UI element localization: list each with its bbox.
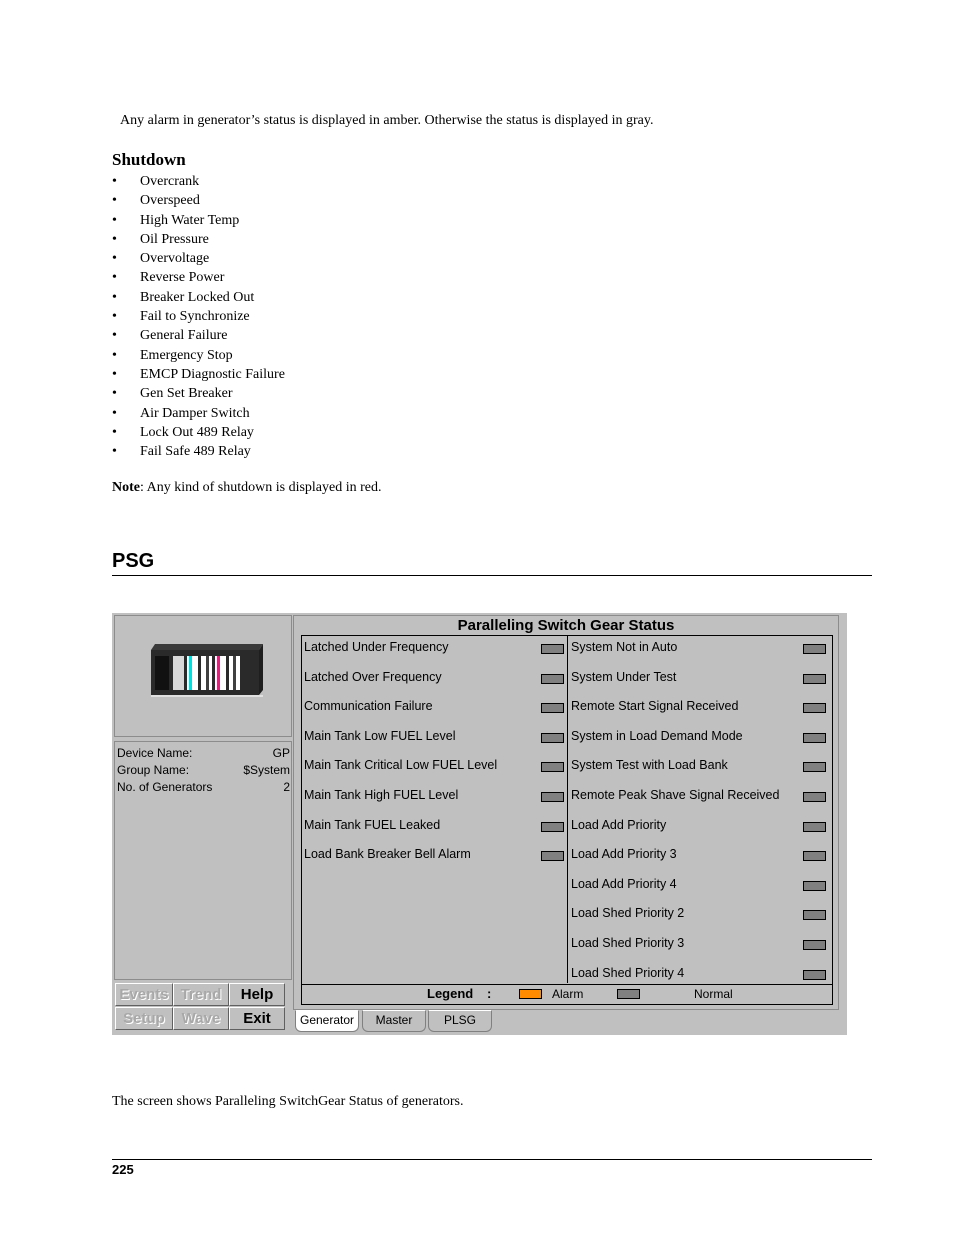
legend-label: Legend bbox=[427, 986, 474, 1001]
status-indicator bbox=[803, 881, 826, 891]
device-info-panel bbox=[114, 741, 292, 980]
psg-heading: PSG bbox=[112, 550, 155, 572]
left-status-label: Load Bank Breaker Bell Alarm bbox=[304, 847, 471, 862]
status-indicator bbox=[541, 644, 564, 654]
note-paragraph bbox=[112, 480, 382, 496]
right-status-label: Load Shed Priority 3 bbox=[571, 936, 685, 950]
status-indicator bbox=[803, 822, 826, 832]
right-status-label: Load Shed Priority 4 bbox=[571, 965, 685, 980]
status-indicator bbox=[803, 970, 826, 980]
list-item: • Fail Safe 489 Relay bbox=[112, 442, 285, 461]
status-indicator bbox=[541, 851, 564, 861]
left-status-label: Main Tank Critical Low FUEL Level bbox=[304, 758, 498, 773]
legend-colon: : bbox=[487, 986, 492, 1001]
events-button[interactable]: Events bbox=[115, 983, 173, 1006]
status-indicator bbox=[803, 762, 826, 772]
status-indicator bbox=[541, 703, 564, 713]
left-status-label: Main Tank High FUEL Level bbox=[304, 788, 459, 802]
list-item: • Gen Set Breaker bbox=[112, 384, 285, 403]
status-indicator bbox=[541, 792, 564, 802]
status-indicator bbox=[803, 674, 826, 684]
list-item: • High Water Temp bbox=[112, 211, 285, 230]
left-status-label: Main Tank FUEL Leaked bbox=[304, 817, 441, 832]
list-item: • Overvoltage bbox=[112, 249, 285, 268]
list-item: • Fail to Synchronize bbox=[112, 307, 285, 326]
generators-label: No. of Generators bbox=[117, 780, 213, 794]
left-status-label: Latched Under Frequency bbox=[304, 640, 449, 654]
status-indicator bbox=[803, 940, 826, 950]
note-text: : Any kind of shutdown is displayed in red. bbox=[140, 480, 382, 495]
psg-screen bbox=[112, 613, 847, 1035]
status-title: Paralleling Switch Gear Status bbox=[457, 617, 675, 634]
device-name-value: GP bbox=[272, 746, 290, 760]
tab-master[interactable]: Master bbox=[362, 1010, 426, 1032]
list-item: • Lock Out 489 Relay bbox=[112, 423, 285, 442]
list-item: • Air Damper Switch bbox=[112, 404, 285, 423]
list-item: • Breaker Locked Out bbox=[112, 288, 285, 307]
group-name-label: Group Name: bbox=[117, 763, 190, 777]
status-indicator bbox=[803, 851, 826, 861]
right-status-label: Remote Peak Shave Signal Received bbox=[571, 788, 780, 802]
shutdown-list bbox=[112, 172, 285, 461]
alarm-swatch bbox=[519, 989, 542, 999]
page-number: 225 bbox=[112, 1162, 134, 1177]
status-indicator bbox=[803, 644, 826, 654]
alarm-label: Alarm bbox=[552, 987, 584, 1001]
left-status-label: Latched Over Frequency bbox=[304, 669, 442, 684]
left-status-label: Communication Failure bbox=[304, 699, 433, 714]
trend-button[interactable]: Trend bbox=[173, 983, 229, 1006]
help-button[interactable]: Help bbox=[229, 983, 285, 1006]
caption-paragraph: The screen shows Paralleling SwitchGear Status of generators. bbox=[112, 1094, 464, 1109]
legend bbox=[301, 984, 833, 1005]
wave-button[interactable]: Wave bbox=[173, 1007, 229, 1030]
generators-value: 2 bbox=[283, 780, 290, 794]
normal-swatch bbox=[617, 989, 640, 999]
intro-paragraph: Any alarm in generator’s status is displayed in amber. Otherwise the status is displayed in gray. bbox=[120, 113, 654, 128]
status-indicator bbox=[803, 733, 826, 743]
column-divider bbox=[567, 635, 568, 983]
list-item: • Reverse Power bbox=[112, 268, 285, 287]
list-item: • Emergency Stop bbox=[112, 346, 285, 365]
note-label: Note bbox=[112, 480, 140, 495]
right-status-label: System Not in Auto bbox=[571, 640, 678, 654]
right-status-label: System in Load Demand Mode bbox=[571, 728, 743, 743]
status-indicator bbox=[541, 674, 564, 684]
status-indicator bbox=[803, 703, 826, 713]
exit-button[interactable]: Exit bbox=[229, 1007, 285, 1030]
footer-rule bbox=[112, 1159, 872, 1160]
device-image-panel bbox=[114, 615, 292, 737]
right-status-label: Load Shed Priority 2 bbox=[571, 906, 685, 921]
list-item: • Overspeed bbox=[112, 191, 285, 210]
switchgear-icon bbox=[115, 616, 291, 736]
group-name-value: $System bbox=[243, 763, 290, 777]
list-item: • Oil Pressure bbox=[112, 230, 285, 249]
left-status-label: Main Tank Low FUEL Level bbox=[304, 728, 456, 743]
status-indicator bbox=[541, 822, 564, 832]
list-item: • Overcrank bbox=[112, 172, 285, 191]
status-indicator bbox=[803, 910, 826, 920]
normal-label: Normal bbox=[694, 987, 733, 1001]
list-item: • General Failure bbox=[112, 326, 285, 345]
right-status-label: System Test with Load Bank bbox=[571, 758, 728, 773]
right-status-label: Load Add Priority bbox=[571, 817, 667, 832]
status-indicator bbox=[803, 792, 826, 802]
list-item: • EMCP Diagnostic Failure bbox=[112, 365, 285, 384]
tab-generator[interactable]: Generator bbox=[295, 1010, 359, 1032]
status-indicator bbox=[541, 762, 564, 772]
setup-button[interactable]: Setup bbox=[115, 1007, 173, 1030]
shutdown-heading: Shutdown bbox=[112, 150, 186, 169]
status-indicator bbox=[541, 733, 564, 743]
right-status-label: Load Add Priority 4 bbox=[571, 876, 677, 891]
tab-plsg[interactable]: PLSG bbox=[428, 1010, 492, 1032]
right-status-label: Remote Start Signal Received bbox=[571, 699, 739, 714]
device-name-label: Device Name: bbox=[117, 746, 193, 760]
right-status-label: System Under Test bbox=[571, 669, 677, 684]
heading-rule bbox=[112, 575, 872, 576]
right-status-label: Load Add Priority 3 bbox=[571, 847, 677, 862]
